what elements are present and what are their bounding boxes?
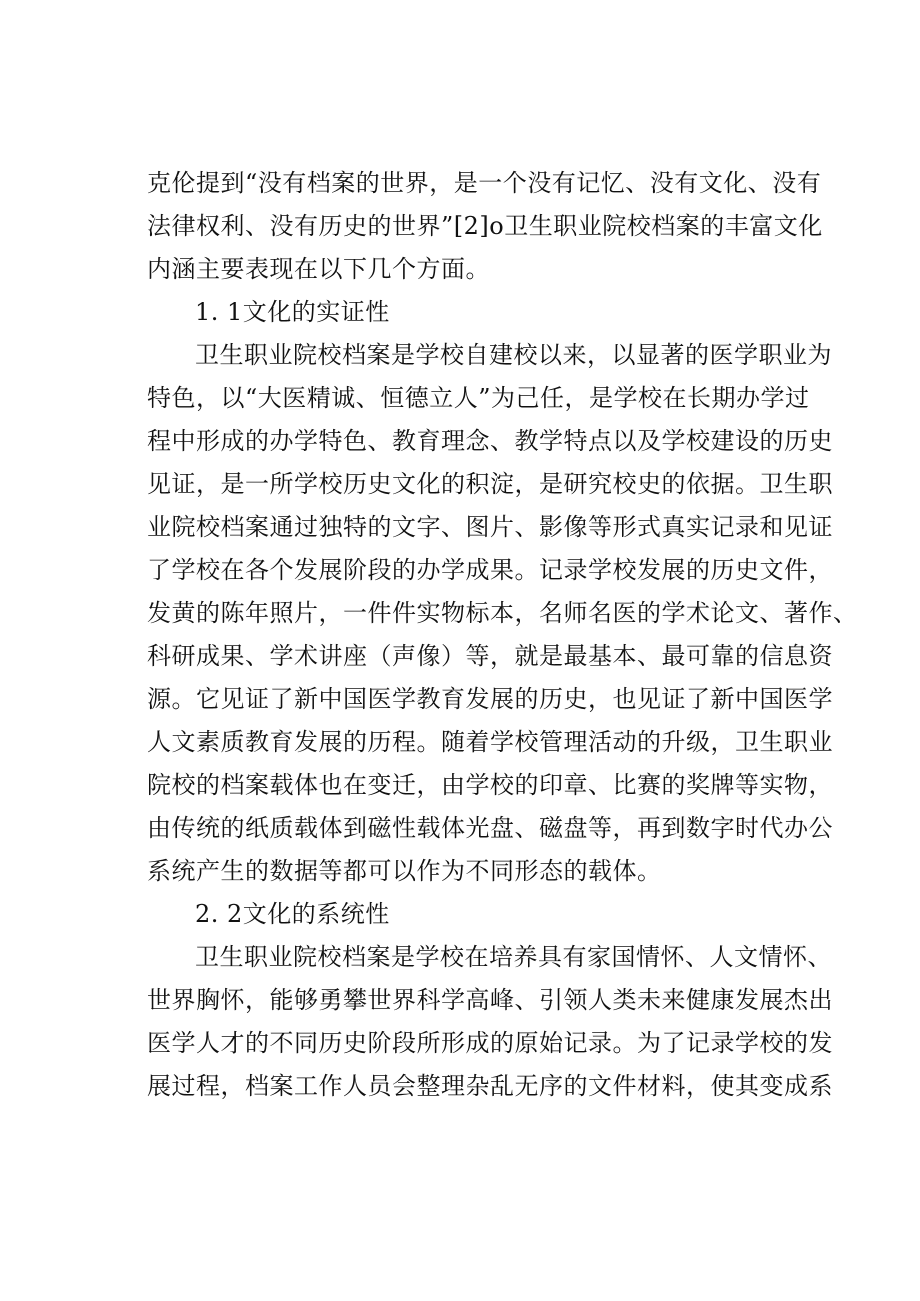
text-line: 卫生职业院校档案是学校在培养具有家国情怀、人文情怀、 [195, 943, 832, 971]
section-heading: 1. 1文化的实证性 [195, 298, 390, 326]
text-line: 业院校档案通过独特的文字、图片、影像等形式真实记录和见证 [147, 513, 833, 541]
text-line: 内涵主要表现在以下几个方面。 [147, 255, 490, 283]
text-line: 克伦提到“没有档案的世界，是一个没有记忆、没有文化、没有 [147, 169, 822, 197]
text-line: 见证，是一所学校历史文化的积淀，是研究校史的依据。卫生职 [147, 470, 833, 498]
text-line: 了学校在各个发展阶段的办学成果。记录学校发展的历史文件， [147, 556, 833, 584]
text-line: 发黄的陈年照片，一件件实物标本，名师名医的学术论文、著作、 [147, 599, 858, 627]
text-line: 源。它见证了新中国医学教育发展的历史，也见证了新中国医学 [147, 685, 833, 713]
text-line: 法律权利、没有历史的世界”[2]o卫生职业院校档案的丰富文化 [147, 212, 823, 240]
text-line: 医学人才的不同历史阶段所形成的原始记录。为了记录学校的发 [147, 1029, 833, 1057]
text-line: 系统产生的数据等都可以作为不同形态的载体。 [147, 857, 662, 885]
text-line: 科研成果、学术讲座（声像）等，就是最基本、最可靠的信息资 [147, 642, 833, 670]
text-line: 世界胸怀，能够勇攀世界科学高峰、引领人类未来健康发展杰出 [147, 986, 833, 1014]
text-line: 由传统的纸质载体到磁性载体光盘、磁盘等，再到数字时代办公 [147, 814, 833, 842]
text-line: 院校的档案载体也在变迁，由学校的印章、比赛的奖牌等实物， [147, 771, 833, 799]
text-line: 卫生职业院校档案是学校自建校以来，以显著的医学职业为 [195, 341, 832, 369]
section-heading: 2. 2文化的系统性 [195, 900, 390, 928]
text-line: 人文素质教育发展的历程。随着学校管理活动的升级，卫生职业 [147, 728, 833, 756]
text-line: 特色，以“大医精诚、恒德立人”为己任，是学校在长期办学过 [147, 384, 810, 412]
text-line: 程中形成的办学特色、教育理念、教学特点以及学校建设的历史 [147, 427, 833, 455]
text-line: 展过程，档案工作人员会整理杂乱无序的文件材料，使其变成系 [147, 1072, 833, 1100]
